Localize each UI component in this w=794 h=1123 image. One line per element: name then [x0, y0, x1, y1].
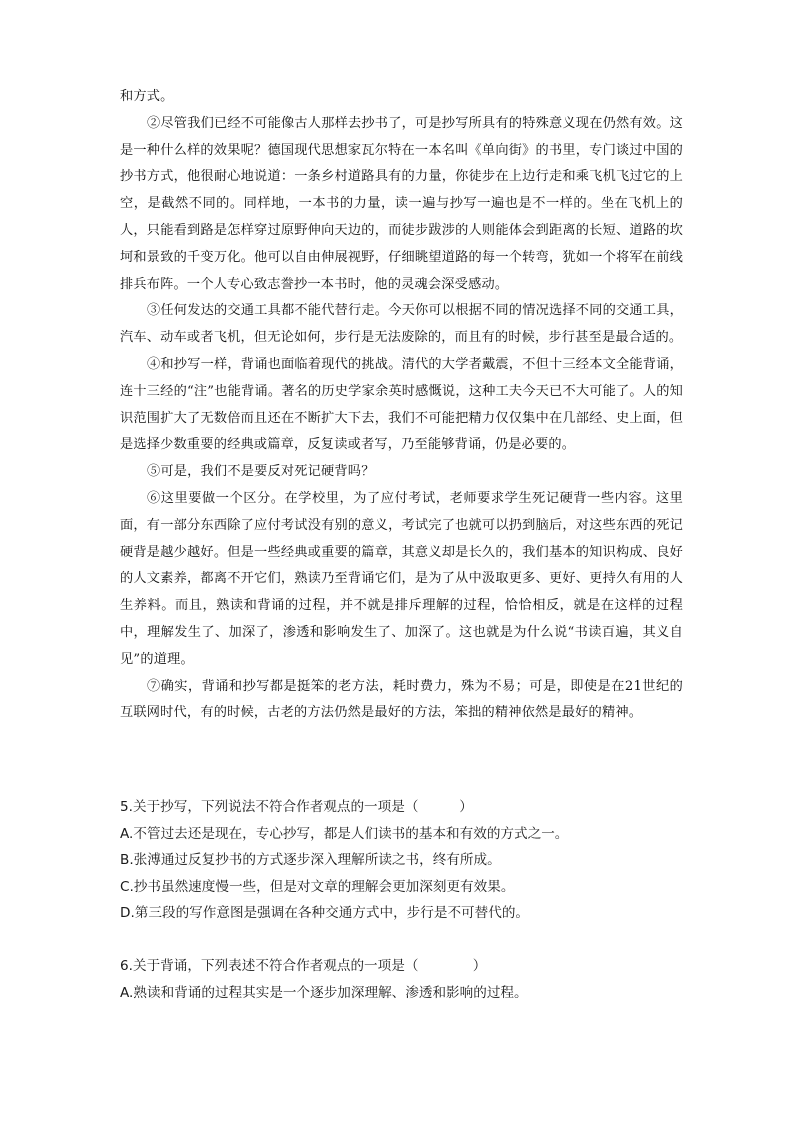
question-5-option-d: D.第三段的写作意图是强调在各种交通方式中，步行是不可替代的。 [120, 905, 530, 922]
paragraph-2: ②尽管我们已经不可能像古人那样去抄书了，可是抄写所具有的特殊意义现在仍然有效。这是一种什么样的效果呢？德国现代思想家瓦尔特在一本名叫《单向街》的书里，专门谈过中国的抄书方式，他很耐心地说道：一条乡村道路具有的力量，你徒步在上边行走和乘飞机飞过它的上空，是截然不同的。同样地，一本书的力量，读一遍与抄写一遍也是不一样的。坐在飞机上的人，只能看到路是怎样穿过原野伸向天边的，而徒步跋涉的人则能体会到距离的长短、道路的坎坷和景致的千变万化。他可以自由伸展视野，仔细眺望道路的每一个转弯，犹如一个将军在前线排兵布阵。一个人专心致志誊抄一本书时，他的灵魂会深受感动。 [120, 115, 683, 292]
question-spacer [120, 927, 683, 953]
question-5 [120, 794, 683, 927]
paragraph-7: ⑦确实，背诵和抄写都是挺笨的老方法，耗时费力，殊为不易；可是，即使是在21世纪的互联网时代，有的时候，古老的方法仍然是最好的方法，笨拙的精神依然是最好的精神。 [120, 678, 683, 721]
paragraph-4: ④和抄写一样，背诵也面临着现代的挑战。清代的大学者戴震，不但十三经本文全能背诵，连十三经的“注”也能背诵。著名的历史学家余英时感慨说，这种工夫今天已不大可能了。人的知识范围扩大了无数倍而且还在不断扩大下去，我们不可能把精力仅仅集中在几部经、史上面，但是选择少数重要的经典或篇章，反复读或者写，乃至能够背诵，仍是必要的。 [120, 356, 683, 453]
question-5-option-b: B.张溥通过反复抄书的方式逐步深入理解所读之书，终有所成。 [120, 852, 501, 869]
question-5-option-c: C.抄书虽然速度慢一些，但是对文章的理解会更加深刻更有效果。 [120, 878, 515, 895]
question-6-stem: 6.关于背诵，下列表述不符合作者观点的一项是（ ） [120, 957, 487, 974]
reading-passage [120, 84, 683, 727]
question-6-option-a: A.熟读和背诵的过程其实是一个逐步加深理解、渗透和影响的过程。 [120, 984, 528, 1001]
question-section [120, 794, 683, 1006]
question-6 [120, 953, 683, 1006]
paragraph-5: ⑤可是，我们不是要反对死记硬背吗？ [147, 464, 375, 480]
question-5-stem: 5.关于抄写，下列说法不符合作者观点的一项是（ ） [120, 799, 473, 815]
paragraph-3: ③任何发达的交通工具都不能代替行走。今天你可以根据不同的情况选择不同的交通工具，汽车、动车或者飞机，但无论如何，步行是无法废除的，而且有的时候，步行甚至是最合适的。 [120, 303, 683, 346]
question-5-option-a: A.不管过去还是现在，专心抄写，都是人们读书的基本和有效的方式之一。 [120, 825, 569, 842]
paragraph-1-ending: 和方式。 [120, 89, 174, 104]
paragraph-6: ⑥这里要做一个区分。在学校里，为了应付考试，老师要求学生死记硬背一些内容。这里面，有一部分东西除了应付考试没有别的意义，考试完了也就可以扔到脑后，对这些东西的死记硬背是越少越好。但是一些经典或重要的篇章，其意义却是长久的，我们基本的知识构成、良好的人文素养，都离不开它们，熟读乃至背诵它们，是为了从中汲取更多、更好、更持久有用的人生养料。而且，熟读和背诵的过程，并不就是排斥理解的过程，恰恰相反，就是在这样的过程中，理解发生了、加深了，渗透和影响发生了、加深了。这也就是为什么说“书读百遍，其义自见”的道理。 [120, 490, 683, 667]
